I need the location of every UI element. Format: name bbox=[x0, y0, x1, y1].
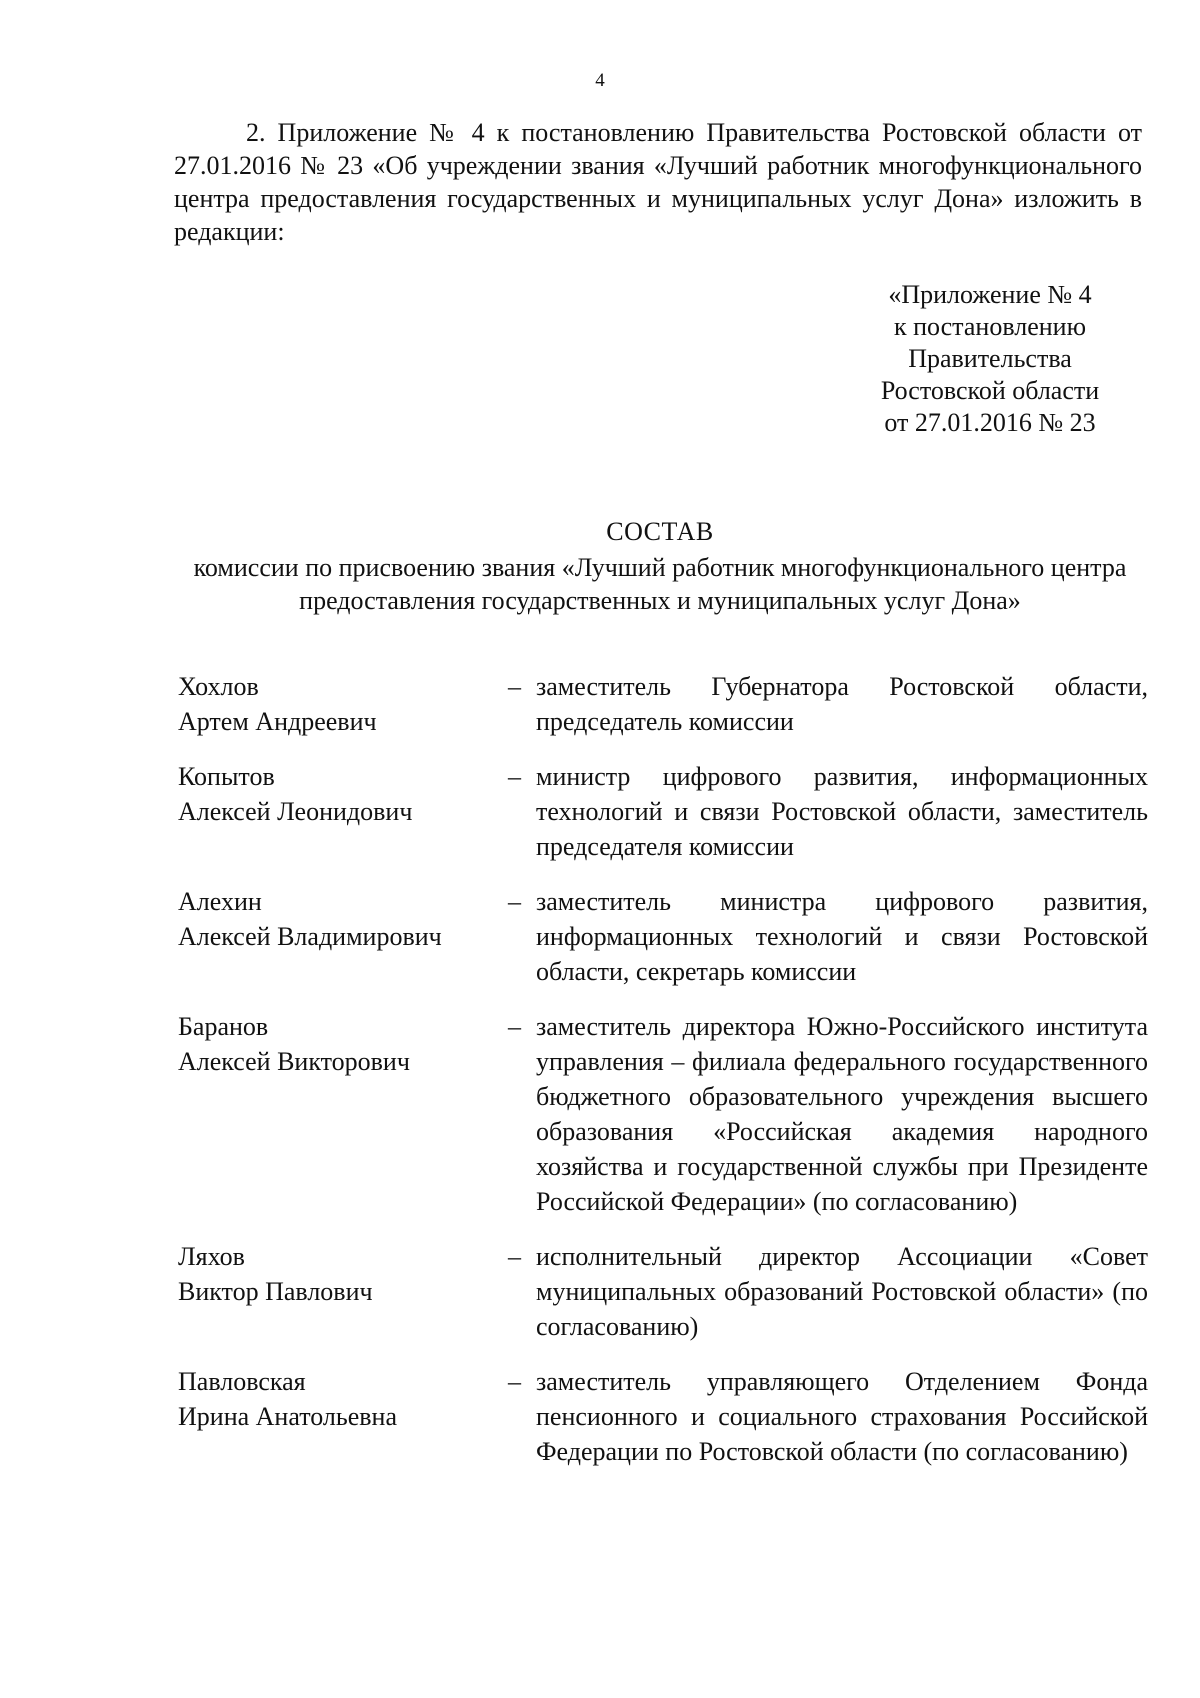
member-given-names: Виктор Павлович bbox=[178, 1277, 373, 1306]
member-surname: Хохлов bbox=[178, 672, 259, 701]
member-given-names: Артем Андреевич bbox=[178, 707, 377, 736]
member-role: заместитель управляющего Отделением Фонда пенсионного и социального страхования Российской Федерации по Ростовской области (по согласованию) bbox=[536, 1367, 1148, 1466]
member-dash: – bbox=[508, 1242, 521, 1271]
member-given-names: Ирина Анатольевна bbox=[178, 1402, 397, 1431]
member-row bbox=[178, 669, 1148, 739]
member-surname: Алехин bbox=[178, 887, 262, 916]
appendix-line: Ростовской области bbox=[880, 376, 1100, 405]
member-row bbox=[178, 1009, 1148, 1219]
member-row bbox=[178, 759, 1148, 864]
member-dash: – bbox=[508, 672, 521, 701]
member-surname: Баранов bbox=[178, 1012, 269, 1041]
member-role: заместитель директора Южно-Российского института управления – филиала федерального государственного бюджетного образовательного учреждения высшего образования «Российская академия народного хозяйства и государственной службы при Президенте Российской Федерации» (по согласованию) bbox=[536, 1012, 1148, 1216]
composition-subtitle: комиссии по присвоению звания «Лучший работник многофункционального центра предоставления государственных и муниципальных услуг Дона» bbox=[193, 553, 1127, 615]
member-name bbox=[178, 759, 508, 864]
appendix-line: «Приложение № 4 bbox=[888, 280, 1092, 309]
member-surname: Ляхов bbox=[178, 1242, 245, 1271]
appendix-line: от 27.01.2016 № 23 bbox=[884, 408, 1096, 437]
member-given-names: Алексей Владимирович bbox=[178, 922, 442, 951]
member-given-names: Алексей Викторович bbox=[178, 1047, 410, 1076]
composition-title: СОСТАВ bbox=[606, 517, 714, 546]
member-surname: Павловская bbox=[178, 1367, 306, 1396]
member-name bbox=[178, 1009, 508, 1219]
member-role: исполнительный директор Ассоциации «Совет муниципальных образований Ростовской области» (по согласованию) bbox=[536, 1242, 1148, 1341]
member-dash: – bbox=[508, 762, 521, 791]
member-name bbox=[178, 1239, 508, 1344]
member-role: заместитель Губернатора Ростовской области, председатель комиссии bbox=[536, 672, 1148, 736]
member-dash: – bbox=[508, 1367, 521, 1396]
appendix-line: к постановлению bbox=[893, 312, 1087, 341]
member-given-names: Алексей Леонидович bbox=[178, 797, 413, 826]
member-role: министр цифрового развития, информационных технологий и связи Ростовской области, заместитель председателя комиссии bbox=[536, 762, 1148, 861]
member-surname: Копытов bbox=[178, 762, 275, 791]
member-row bbox=[178, 1364, 1148, 1469]
member-dash: – bbox=[508, 887, 521, 916]
member-role: заместитель министра цифрового развития, информационных технологий и связи Ростовской области, секретарь комиссии bbox=[536, 887, 1148, 986]
appendix-line: Правительства bbox=[908, 344, 1072, 373]
appendix-header bbox=[840, 279, 1140, 439]
member-name bbox=[178, 1364, 508, 1469]
member-row bbox=[178, 1239, 1148, 1344]
member-dash: – bbox=[508, 1012, 521, 1041]
member-name bbox=[178, 884, 508, 989]
members-list bbox=[178, 669, 1148, 1489]
member-row bbox=[178, 884, 1148, 989]
member-name bbox=[178, 669, 508, 739]
page-number: 4 bbox=[595, 70, 605, 91]
intro-paragraph: 2. Приложение № 4 к постановлению Правительства Ростовской области от 27.01.2016 № 23 «Об учреждении звания «Лучший работник многофункционального центра предоставления государственных и муниципальных услуг Дона» изложить в редакции: bbox=[174, 118, 1142, 246]
